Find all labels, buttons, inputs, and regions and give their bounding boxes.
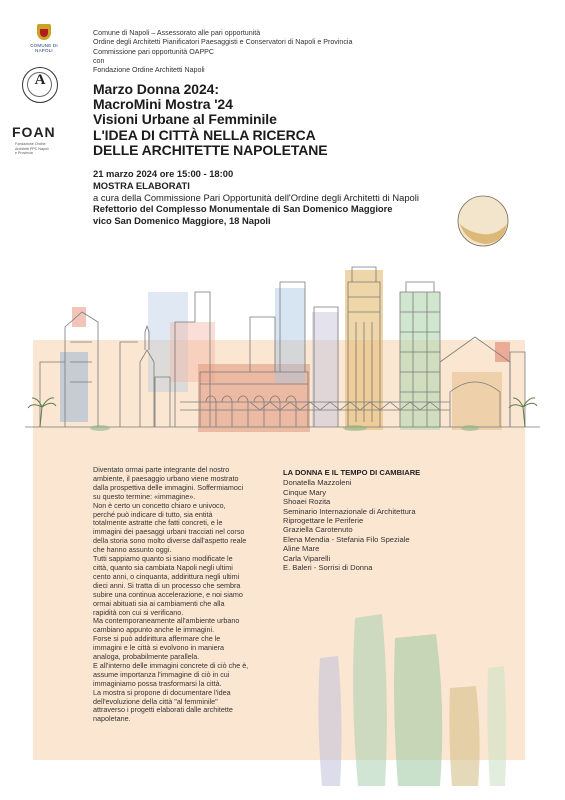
organizers-list: [93, 29, 533, 75]
description-line: Tutti sappiamo quanto si siano modificate le: [93, 554, 233, 564]
description-line: totalmente astratte che fatti concreti, e le: [93, 518, 223, 528]
organizer-line: Ordine degli Architetti Pianificatori Paesaggisti e Conservatori di Napoli e Provincia: [93, 38, 353, 47]
description-line: Forse si può addirittura affermare che le: [93, 634, 221, 644]
description-line: assume importanza l'immagine di ciò in cui: [93, 669, 230, 679]
title-line: Marzo Donna 2024:: [93, 81, 219, 97]
program-heading: LA DONNA E IL TEMPO DI CAMBIARE: [283, 468, 421, 477]
program-item: Donatella Mazzoleni: [283, 478, 352, 488]
organizer-line: Comune di Napoli – Assessorato alle pari opportunità: [93, 29, 261, 37]
exhibition-description: [93, 466, 283, 724]
event-venue: Refettorio del Complesso Monumentale di San Domenico Maggiore: [93, 203, 393, 215]
seal-letter: A: [34, 72, 46, 88]
foan-wordmark: FOAN: [12, 124, 56, 140]
description-line: Non è certo un concetto chiaro e univoco,: [93, 500, 226, 510]
event-address: vico San Domenico Maggiore, 18 Napoli: [93, 215, 271, 227]
description-line: della storia sono molto diverse dall'aspetto reale: [93, 536, 247, 546]
description-line: Ma contemporaneamente all'ambiente urbano: [93, 616, 240, 626]
foan-subtitle: Fondazione Ordine Architetti PPC Napoli e Provincia: [15, 142, 49, 155]
description-line: immagini e le città si evolvono in maniera: [93, 643, 225, 653]
program-item: Shoaei Rozita: [283, 497, 331, 507]
description-line: ormai abituati sia ai cambiamenti che alla: [93, 598, 225, 608]
program-item: Aline Mare: [283, 544, 320, 554]
description-line: La mostra si propone di documentare l'idea: [93, 687, 231, 697]
program-item: Seminario Internazionale di Architettura: [283, 506, 416, 516]
program-item: Graziella Carotenuto: [283, 525, 353, 535]
event-type: MOSTRA ELABORATI: [93, 179, 190, 191]
description-line: città, quanto sia cambiata Napoli negli ultimi: [93, 562, 233, 572]
poster-title: [93, 82, 533, 158]
description-line: dalla prospettiva delle immagini. Soffermiamoci: [93, 482, 244, 492]
program-item: Elena Mendia - Stefania Filo Speziale: [283, 534, 410, 544]
organizer-line: Commissione pari opportunità OAPPC: [93, 47, 215, 56]
program-item: Cinque Mary: [283, 487, 327, 497]
napoli-crest-icon: [37, 24, 51, 40]
napoli-logo-caption: COMUNE DI NAPOLI: [30, 43, 58, 53]
naples-skyline-illustration: [20, 252, 545, 437]
description-line: perché può indicare di tutto, sia entità: [93, 509, 213, 519]
title-line: DELLE ARCHITETTE NAPOLETANE: [93, 141, 328, 158]
watercolor-strokes: [300, 608, 510, 788]
program-item: Carla Viparelli: [283, 553, 331, 563]
description-line: E all'interno delle immagini concrete di ciò che è,: [93, 660, 249, 670]
foan-logo: [12, 124, 92, 155]
description-line: rapidità con cui si verificano.: [93, 607, 184, 617]
description-line: immaginiamo possa trasformarsi la città.: [93, 678, 222, 688]
comune-napoli-logo: [24, 24, 64, 64]
organizer-line: Fondazione Ordine Architetti Napoli: [93, 66, 205, 75]
description-line: cambiano appunto anche le immagini.: [93, 625, 215, 635]
description-line: dell'evoluzione della città "al femminile": [93, 696, 218, 706]
description-line: analoga, probabilmente parallela.: [93, 652, 200, 662]
description-line: ambiente, il paesaggio urbano viene mostrato: [93, 473, 239, 483]
gold-watercolor-circle: [456, 194, 510, 248]
description-line: subire una continua accelerazione, e noi siamo: [93, 589, 243, 599]
description-line: su questo termine: «immagine».: [93, 491, 196, 501]
program-list: [283, 468, 513, 572]
organizer-line: con: [93, 56, 105, 65]
title-line: Visioni Urbane al Femminile: [93, 111, 277, 128]
event-date-time: 21 marzo 2024 ore 15:00 - 18:00: [93, 168, 234, 179]
description-line: attraverso i progetti elaborati dalle architette: [93, 705, 233, 715]
title-line: L'IDEA DI CITTÀ NELLA RICERCA: [93, 126, 316, 143]
title-line: MacroMini Mostra '24: [93, 96, 233, 113]
description-line: napoletane.: [93, 714, 131, 724]
event-curator: a cura della Commissione Pari Opportunità dell'Ordine degli Architetti di Napoli: [93, 191, 419, 203]
description-line: dieci anni. Si tratta di un processo che sembra: [93, 580, 241, 590]
description-line: che hanno assunto oggi.: [93, 545, 172, 555]
program-item: E. Baleri - Sorrisi di Donna: [283, 563, 373, 573]
description-line: Diventato ormai parte integrante del nostro: [93, 465, 230, 474]
description-line: cento anni, o cinquanta, addirittura negli ultimi: [93, 571, 240, 581]
program-item: Riprogettare le Periferie: [283, 516, 364, 526]
description-line: immagini dei paesaggi urbani tracciati nel corso: [93, 527, 245, 537]
ordine-architetti-seal: [22, 67, 58, 103]
